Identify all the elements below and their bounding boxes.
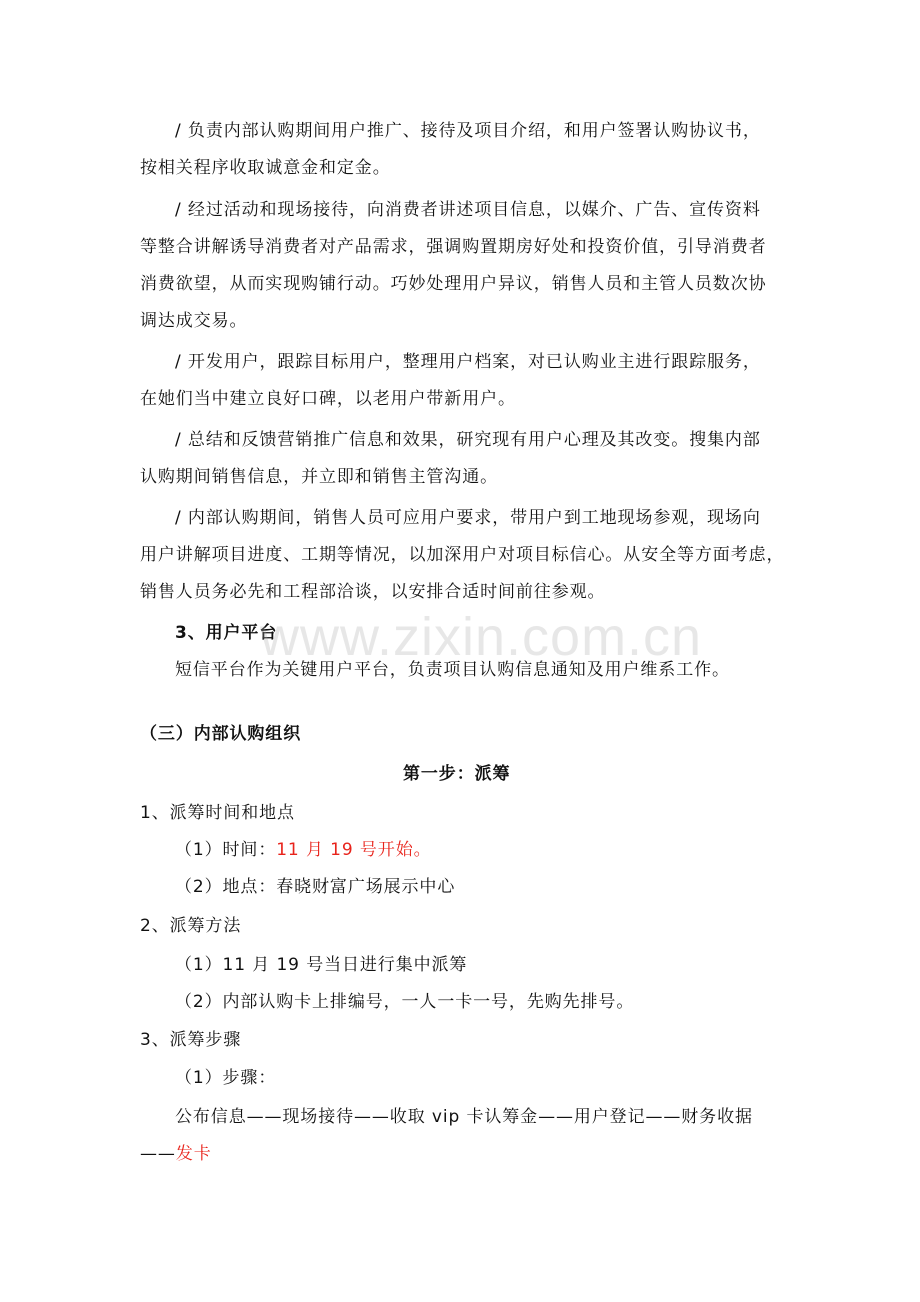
list-item: 3、派筹步骤 [140,1030,242,1050]
paragraph-line: / 负责内部认购期间用户推广、接待及项目介绍，和用户签署认购协议书， [175,121,761,141]
list-item: （2）内部认购卡上排编号，一人一卡一号，先购先排号。 [175,992,635,1012]
step-title: 第一步：派筹 [403,764,511,784]
list-item: 1、派筹时间和地点 [140,803,295,823]
list-item: （2）地点：春晓财富广场展示中心 [175,877,456,897]
flow-dash: —— [140,1144,176,1164]
paragraph-line: 调达成交易。 [140,311,248,331]
paragraph-line: / 内部认购期间，销售人员可应用户要求，带用户到工地现场参观，现场向 [175,508,761,528]
paragraph-line: 按相关程序收取诚意金和定金。 [140,158,391,178]
list-item: （1）步骤： [175,1068,277,1088]
list-item: （1）11 月 19 号当日进行集中派筹 [175,955,468,975]
paragraph-line: 等整合讲解诱导消费者对产品需求，强调购置期房好处和投资价值，引导消费者 [140,237,767,257]
subsection-heading: 3、用户平台 [175,623,278,643]
list-item-label: （1）时间： [175,840,277,860]
section-heading: （三）内部认购组织 [140,724,302,744]
paragraph-line: 在她们当中建立良好口碑，以老用户带新用户。 [140,389,516,409]
paragraph-line: 用户讲解项目进度、工期等情况，以加深用户对项目标信心。从安全等方面考虑， [140,545,785,565]
list-item [175,838,432,862]
flow-line: 公布信息——现场接待——收取 vip 卡认筹金——用户登记——财务收据 [175,1107,753,1127]
paragraph-line: / 经过活动和现场接待，向消费者讲述项目信息，以媒介、广告、宣传资料 [175,200,761,220]
watermark: www.zixin.com.cn [260,607,703,667]
paragraph-line: 销售人员务必先和工程部洽谈，以安排合适时间前往参观。 [140,582,606,602]
paragraph-line: 短信平台作为关键用户平台，负责项目认购信息通知及用户维系工作。 [175,660,730,680]
paragraph-line: 消费欲望，从而实现购铺行动。巧妙处理用户异议，销售人员和主管人员数次协 [140,274,767,294]
highlight-step: 发卡 [175,1144,212,1164]
paragraph-line: / 总结和反馈营销推广信息和效果，研究现有用户心理及其改变。搜集内部 [175,430,761,450]
flow-line [140,1142,212,1166]
paragraph-line: / 开发用户，跟踪目标用户，整理用户档案，对已认购业主进行跟踪服务， [175,352,761,372]
paragraph-line: 认购期间销售信息，并立即和销售主管沟通。 [140,467,498,487]
highlight-date: 11 月 19 号开始。 [276,840,432,860]
list-item: 2、派筹方法 [140,916,242,936]
